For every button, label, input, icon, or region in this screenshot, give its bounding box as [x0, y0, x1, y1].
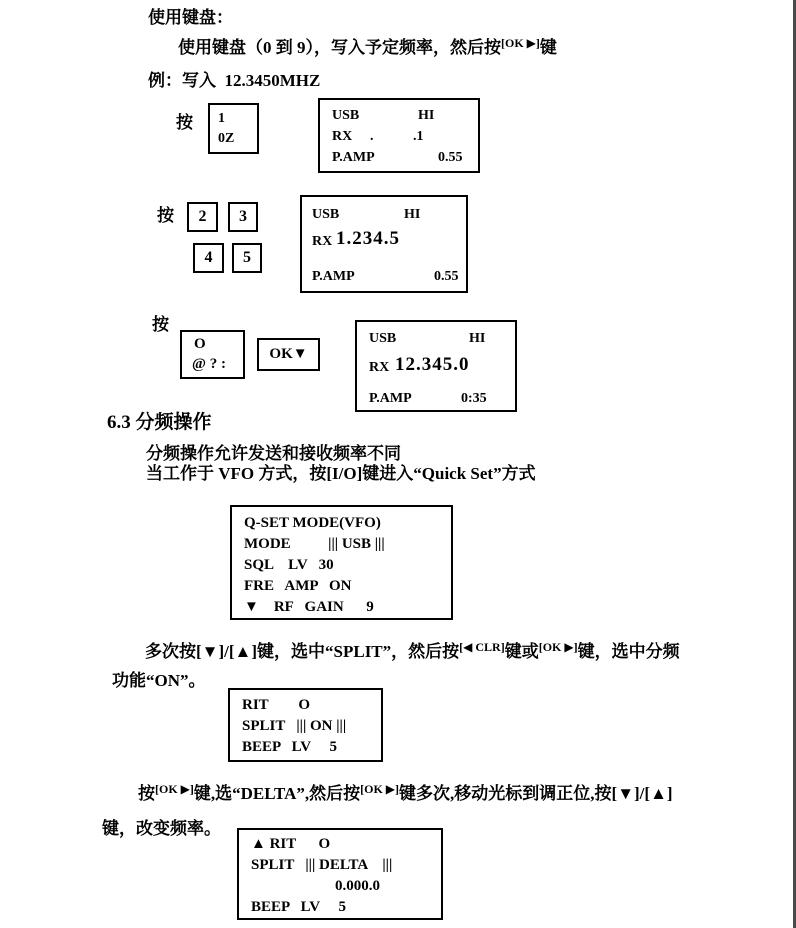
split-text-3: 键，选中分频: [577, 642, 680, 661]
qset-row-mode: MODE ||| USB |||: [244, 536, 385, 552]
display2-rx-value: 1.234.5: [336, 228, 400, 249]
display3-rx-value: 12.345.0: [395, 354, 470, 375]
section-heading: [107, 412, 212, 434]
delta-paragraph-line1: [138, 783, 673, 806]
keypad-key-3: 3: [228, 202, 258, 232]
ok-key-superscript-2: [OK ▶]: [538, 640, 578, 654]
display3-rx-label: RX: [369, 360, 390, 375]
display2-mode: USB: [312, 207, 340, 222]
delta-row-split: SPLIT ||| DELTA |||: [251, 857, 393, 873]
example-line: 例：写入 12.3450MHZ: [148, 71, 321, 90]
split-paragraph-line1: [145, 641, 680, 664]
split-text-1: 多次按[▼]/[▲]键，选中“SPLIT”，然后按: [145, 642, 460, 661]
delta-paragraph-line2: 键，改变频率。: [102, 819, 221, 838]
press-label-3: 按: [152, 315, 169, 334]
press-label-2: 按: [157, 206, 174, 225]
qset-row-rfgain: ▼ RF GAIN 9: [244, 599, 374, 615]
display3-power: HI: [469, 331, 486, 346]
key-o-label: O: [194, 336, 206, 352]
key-o-symbols-label: @ ? :: [192, 356, 226, 372]
keypad-key-1-0z: [208, 103, 259, 154]
display3-mode: USB: [369, 331, 397, 346]
keypad-key-2: 2: [187, 202, 218, 232]
display2-power: HI: [404, 207, 421, 222]
lcd-display-1: [318, 98, 480, 173]
display1-rx-label: RX: [332, 129, 353, 144]
ok-key-superscript: [OK ▶]: [501, 36, 540, 50]
display2-rx-label: RX: [312, 234, 333, 249]
display2-amp-label: P.AMP: [312, 269, 355, 284]
keyboard-section-heading: 使用键盘：: [148, 8, 233, 27]
press-label-1: 按: [176, 113, 193, 132]
instruction-text-tail: 键: [539, 38, 557, 57]
lcd-display-qset: [230, 505, 453, 620]
display1-amp-label: P.AMP: [332, 150, 375, 165]
split-paragraph-line2: 功能“ON”。: [112, 671, 206, 690]
display1-rx-dot: .: [370, 129, 374, 144]
delta-text-2: 键,选“DELTA”,然后按: [193, 784, 361, 803]
lcd-display-3: [355, 320, 517, 412]
delta-text-3: 键多次,移动光标到调正位,按[▼]/[▲]: [399, 784, 673, 803]
qset-row-sql: SQL LV 30: [244, 557, 334, 573]
display1-mode: USB: [332, 108, 360, 123]
ok-key-superscript-3: [OK ▶]: [155, 782, 194, 796]
split-row-beep: BEEP LV 5: [242, 739, 338, 755]
clr-key-superscript: [◀ CLR]: [459, 640, 505, 654]
keypad-key-5: 5: [232, 243, 262, 273]
display1-rx-value: .1: [413, 129, 424, 144]
delta-row-rit: ▲ RIT O: [251, 836, 331, 852]
split-text-2: 键或: [504, 642, 539, 661]
split-row-split: SPLIT ||| ON |||: [242, 718, 347, 734]
qset-row-fre: FRE AMP ON: [244, 578, 352, 594]
section-body-line2: 当工作于 VFO 方式，按[I/O]键进入“Quick Set”方式: [146, 464, 536, 483]
keypad-key-4: 4: [193, 243, 224, 273]
display1-amp-value: 0.55: [438, 150, 463, 165]
section-title: 分频操作: [135, 412, 212, 433]
split-row-rit: RIT O: [242, 697, 311, 713]
delta-row-beep: BEEP LV 5: [251, 899, 347, 915]
keypad-key-ok: OK▼: [257, 338, 320, 371]
keypad-key-o: [180, 330, 245, 379]
section-body-line1: 分频操作允许发送和接收频率不同: [146, 444, 401, 463]
display2-amp-value: 0.55: [434, 269, 459, 284]
ok-key-superscript-4: [OK ▶]: [360, 782, 400, 796]
key-0z-label: 0Z: [218, 131, 235, 146]
instruction-text: 使用键盘（0 到 9），写入予定频率，然后按: [178, 38, 501, 57]
keyboard-instruction-line: [178, 37, 557, 60]
key-1-label: 1: [218, 111, 225, 126]
display1-power: HI: [418, 108, 435, 123]
qset-row-title: Q-SET MODE(VFO): [244, 515, 381, 531]
display3-amp-label: P.AMP: [369, 391, 412, 406]
lcd-display-split: [228, 688, 383, 762]
display3-amp-value: 0:35: [461, 391, 487, 406]
delta-row-frequency: 0.000.0: [335, 878, 380, 894]
lcd-display-2: [300, 195, 468, 293]
section-number: 6.3: [107, 412, 131, 433]
delta-text-1: 按: [138, 784, 155, 803]
lcd-display-delta: [237, 828, 443, 920]
